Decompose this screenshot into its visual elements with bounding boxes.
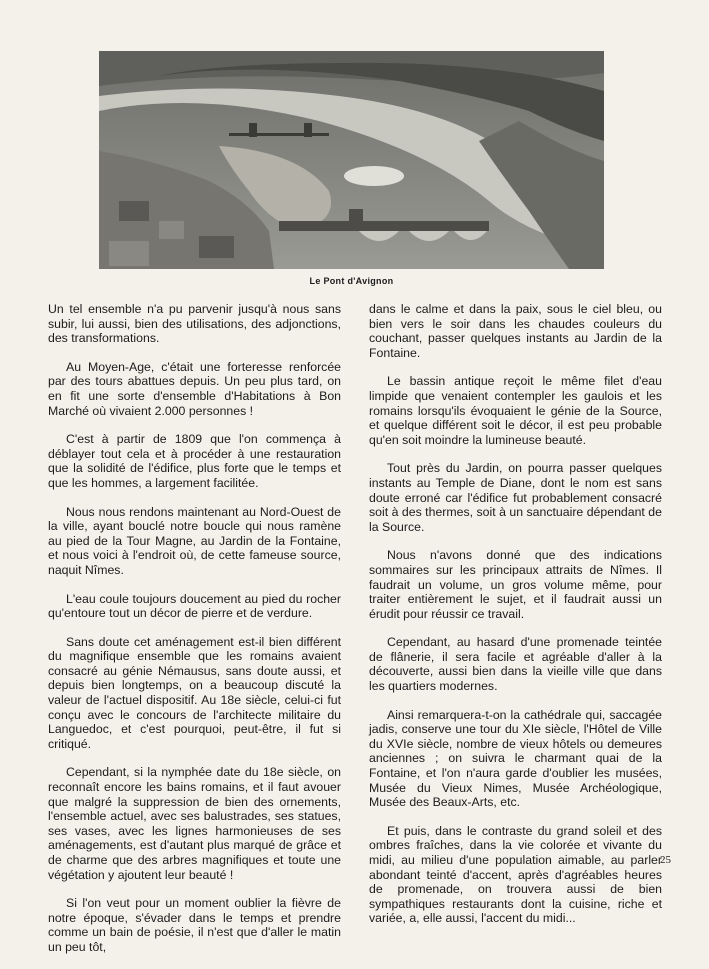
- paragraph: Tout près du Jardin, on pourra passer quelques instants au Temple de Diane, dont le nom est sans doute erroné car l'édifice fut probablement consacré soit à des thermes, soit à un sanctuaire dépendant de la Source.: [369, 461, 662, 534]
- paragraph: C'est à partir de 1809 que l'on commença à déblayer tout cela et à procéder à une restauration que la solidité de l'édifice, plus forte que le temps et que les hommes, a largement facilitée.: [48, 432, 341, 490]
- paragraph: Cependant, au hasard d'une promenade teintée de flânerie, il sera facile et agréable d'aller à la découverte, aussi bien dans la vieille ville que dans les quartiers modernes.: [369, 635, 662, 694]
- paragraph: Au Moyen-Age, c'était une forteresse renforcée par des tours abattues depuis. Un peu plus tard, on en fit une sorte d'ensemble d'Habitations à Bon Marché où vivaient 2.000 personnes !: [48, 359, 341, 418]
- paragraph: Nous nous rendons maintenant au Nord-Ouest de la ville, ayant bouclé notre boucle qui nous ramène au pied de la Tour Magne, au Jardin de la Fontaine, et nous voici à l'endroit où, de cette fameuse source, naquit Nîmes.: [48, 504, 341, 577]
- paragraph: Et puis, dans le contraste du grand soleil et des ombres fraîches, dans la vie colorée et vivante du midi, au milieu d'une population aimable, au parler abondant teinté d'accent, après d'agréables heures de promenade, on trouvera aussi de bien sympathiques restaurants dont la cuisine, riche et variée, a, elle aussi, l'accent du midi...: [369, 823, 662, 926]
- paragraph: Le bassin antique reçoit le même filet d'eau limpide que venaient contempler les gaulois et les romains lorsqu'ils évoquaient le génie de la Source, et quelque différent soit le décor, il est peu probable qu'en soit moindre la lumineuse beauté.: [369, 374, 662, 447]
- right-column: [369, 302, 662, 940]
- paragraph: Sans doute cet aménagement est-il bien différent du magnifique ensemble que les romains avaient consacré au génie Némausus, sans doute aussi, et depuis bien longtemps, on a beaucoup discuté la valeur de l'actuel dispositif. Au 18e siècle, celui-ci fut conçu avec le concours de l'architecte militaire du Languedoc, et c'est pourquoi, peut-être, il fut si critiqué.: [48, 634, 341, 751]
- aerial-photo-illustration: [99, 51, 604, 269]
- photo-caption: Le Pont d'Avignon: [309, 276, 394, 286]
- page-number: 25: [660, 854, 671, 866]
- paragraph: Si l'on veut pour un moment oublier la fièvre de notre époque, s'évader dans le temps et prendre comme un bain de poésie, il n'est que d'aller le matin un peu tôt,: [48, 896, 341, 954]
- paragraph: L'eau coule toujours doucement au pied du rocher qu'entoure tout un décor de pierre et de verdure.: [48, 591, 341, 621]
- paragraph: Un tel ensemble n'a pu parvenir jusqu'à nous sans subir, lui aussi, bien des utilisations, des adjonctions, des transformations.: [48, 302, 341, 346]
- paragraph: Nous n'avons donné que des indications sommaires sur les principaux attraits de Nîmes. Il faudrait un volume, un gros volume même, pour traiter entièrement le sujet, et il faudrait aussi un érudit pour réussir ce travail.: [369, 548, 662, 621]
- left-column: [48, 302, 341, 969]
- paragraph: Ainsi remarquera-t-on la cathédrale qui, saccagée jadis, conserve une tour du XIe siècle, l'Hôtel de Ville du XVIe siècle, nombre de vieux hôtels ou demeures anciennes ; on suivra le charmant quai de la Fontaine, et l'on n'aura garde d'oublier les musées, Musée du Vieux Nimes, Musée Archéologique, Musée des Beaux-Arts, etc.: [369, 707, 662, 810]
- paragraph: Cependant, si la nymphée date du 18e siècle, on reconnaît encore les bains romains, et il faut avouer que malgré la suppression de bien des ornements, l'ensemble actuel, avec ses balustrades, ses statues, ses vases, avec les lignes harmonieuses de ses aménagements, est d'autant plus marqué de grâce et de charme que des arbres magnifiques et toute une végétation y ajoutent leur beauté !: [48, 765, 341, 882]
- photo-pont-avignon: [99, 51, 604, 269]
- paragraph: dans le calme et dans la paix, sous le ciel bleu, ou bien vers le soir dans les chaudes couleurs du couchant, passer quelques instants au Jardin de la Fontaine.: [369, 302, 662, 360]
